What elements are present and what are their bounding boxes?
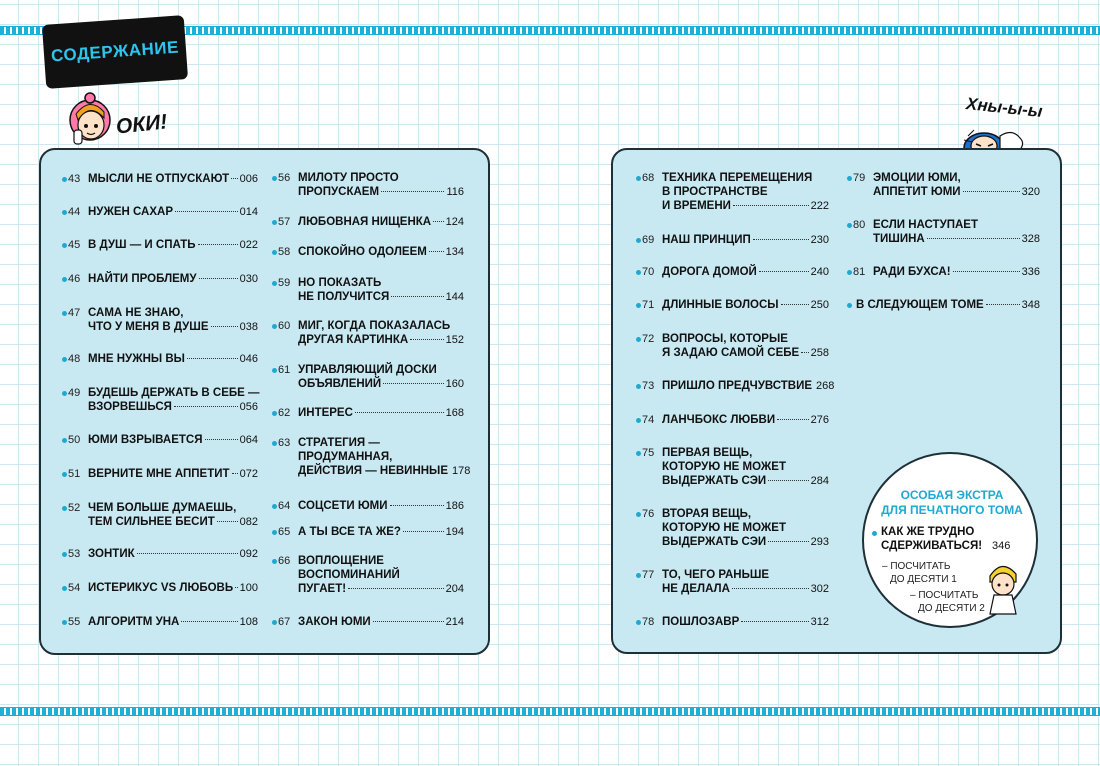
toc-bullet [636, 573, 641, 578]
toc-title-line: РАДИ БУХСА! [873, 266, 951, 278]
toc-leader-dots [741, 621, 808, 622]
toc-page-number: 046 [239, 353, 258, 365]
toc-chapter-number: 81 [853, 266, 866, 278]
toc-page-number: 014 [239, 206, 258, 218]
toc-page-number: 230 [810, 234, 829, 246]
toc-title-line: ПУГАЕТ! [298, 583, 347, 595]
toc-title-line: НО ПОКАЗАТЬ [298, 277, 382, 289]
toc-page-number: 092 [239, 548, 258, 560]
toc-chapter-number: 69 [642, 234, 655, 246]
toc-title-line: МЫСЛИ НЕ ОТПУСКАЮТ [88, 173, 230, 185]
toc-title-line: ЛЮБОВНАЯ НИЩЕНКА [298, 216, 432, 228]
toc-bullet [636, 512, 641, 517]
toc-title-line: ЧЕМ БОЛЬШЕ ДУМАЕШЬ, [88, 502, 237, 514]
toc-chapter-number: 77 [642, 569, 655, 581]
toc-bullet [272, 559, 277, 564]
toc-page-number: 302 [810, 583, 829, 595]
toc-bullet [272, 368, 277, 373]
toc-title-line: УПРАВЛЯЮЩИЙ ДОСКИ [298, 364, 437, 376]
toc-chapter-number: 45 [68, 239, 81, 251]
toc-page-number: 072 [239, 468, 258, 480]
toc-bullet [62, 586, 67, 591]
boy-character-illustration [982, 558, 1026, 616]
toc-chapter-number: 52 [68, 502, 81, 514]
toc-leader-dots [187, 358, 238, 359]
page-title: СОДЕРЖАНИЕ [50, 37, 180, 66]
extra-bullet [872, 531, 877, 536]
toc-bullet [62, 210, 67, 215]
toc-title-line: ТИШИНА [873, 233, 925, 245]
toc-bullet [636, 238, 641, 243]
toc-chapter-number: 76 [642, 508, 655, 520]
toc-leader-dots [391, 296, 443, 297]
extra-sub1-line2: ДО ДЕСЯТИ 1 [890, 574, 957, 585]
toc-page-number: 240 [810, 266, 829, 278]
toc-title-line: ТЕХНИКА ПЕРЕМЕЩЕНИЯ [662, 172, 813, 184]
toc-page-number: 328 [1021, 233, 1040, 245]
toc-leader-dots [198, 244, 238, 245]
toc-leader-dots [801, 352, 808, 353]
toc-title-line: ДРУГАЯ КАРТИНКА [298, 334, 409, 346]
toc-page-number: 320 [1021, 186, 1040, 198]
toc-title-line: ВОСПОМИНАНИЙ [298, 569, 400, 581]
toc-title-line: САМА НЕ ЗНАЮ, [88, 307, 184, 319]
toc-leader-dots [181, 621, 237, 622]
toc-leader-dots [953, 271, 1020, 272]
toc-page-number: 336 [1021, 266, 1040, 278]
toc-bullet [272, 324, 277, 329]
toc-leader-dots [733, 205, 809, 206]
toc-title-line: ЭМОЦИИ ЮМИ, [873, 172, 961, 184]
toc-leader-dots [373, 621, 444, 622]
toc-title-line: ЧТО У МЕНЯ В ДУШЕ [88, 321, 209, 333]
toc-chapter-number: 78 [642, 616, 655, 628]
toc-bullet [62, 552, 67, 557]
toc-bullet [62, 177, 67, 182]
toc-title-line: ВОПЛОЩЕНИЕ [298, 555, 384, 567]
toc-leader-dots [174, 406, 238, 407]
toc-leader-dots [768, 541, 808, 542]
toc-bullet [847, 270, 852, 275]
toc-title-line: НАЙТИ ПРОБЛЕМУ [88, 273, 197, 285]
toc-leader-dots [753, 239, 809, 240]
toc-leader-dots [759, 271, 809, 272]
toc-bullet [62, 357, 67, 362]
toc-chapter-number: 44 [68, 206, 81, 218]
toc-title-line: МНЕ НУЖНЫ ВЫ [88, 353, 185, 365]
toc-chapter-number: 53 [68, 548, 81, 560]
extra-item-line2: СДЕРЖИВАТЬСЯ! [881, 540, 983, 552]
toc-page-number: 178 [451, 465, 471, 477]
toc-chapter-number: 46 [68, 273, 81, 285]
toc-leader-dots [986, 304, 1020, 305]
toc-leader-dots [732, 588, 809, 589]
toc-chapter-number: 64 [278, 500, 291, 512]
toc-chapter-number: 62 [278, 407, 291, 419]
toc-title-line: ОБЪЯВЛЕНИЙ [298, 378, 382, 390]
toc-bullet [62, 438, 67, 443]
toc-bullet [636, 176, 641, 181]
toc-bullet [272, 441, 277, 446]
toc-title-line: ЕСЛИ НАСТУПАЕТ [873, 219, 979, 231]
toc-title-line: И ВРЕМЕНИ [662, 200, 731, 212]
toc-page-number: 108 [239, 616, 258, 628]
toc-chapter-number: 50 [68, 434, 81, 446]
toc-leader-dots [199, 278, 238, 279]
toc-bullet [847, 303, 852, 308]
toc-chapter-number: 56 [278, 172, 291, 184]
toc-chapter-number: 66 [278, 555, 291, 567]
toc-bullet [62, 391, 67, 396]
toc-page-number: 204 [445, 583, 464, 595]
toc-title-line: В ДУШ — И СПАТЬ [88, 239, 196, 251]
toc-title-line: ТЕМ СИЛЬНЕЕ БЕСИТ [88, 516, 215, 528]
toc-title-line: КОТОРУЮ НЕ МОЖЕТ [662, 461, 787, 473]
toc-page-number: 268 [816, 380, 835, 392]
toc-title-line: ЗАКОН ЮМИ [298, 616, 371, 628]
toc-chapter-number: 43 [68, 173, 81, 185]
toc-chapter-number: 47 [68, 307, 81, 319]
toc-page-number: 250 [810, 299, 829, 311]
toc-title-line: ИНТЕРЕС [298, 407, 353, 419]
toc-page-number: 082 [239, 516, 258, 528]
toc-title-line: ЮМИ ВЗРЫВАЕТСЯ [88, 434, 203, 446]
toc-chapter-number: 51 [68, 468, 81, 480]
toc-leader-dots [768, 480, 808, 481]
toc-title-line: АППЕТИТ ЮМИ [873, 186, 961, 198]
toc-title-line: СОЦСЕТИ ЮМИ [298, 500, 388, 512]
toc-chapter-number: 59 [278, 277, 291, 289]
toc-page-number: 194 [445, 526, 464, 538]
extra-item-page: 346 [992, 540, 1011, 552]
toc-title-line: МИЛОТУ ПРОСТО [298, 172, 399, 184]
toc-bullet [847, 176, 852, 181]
toc-title-line: ВЕРНИТЕ МНЕ АППЕТИТ [88, 468, 230, 480]
toc-title-line: ПОШЛОЗАВР [662, 616, 740, 628]
toc-chapter-number: 67 [278, 616, 291, 628]
toc-title-line: В ПРОСТРАНСТВЕ [662, 186, 768, 198]
toc-leader-dots [410, 339, 443, 340]
toc-page-number: 064 [239, 434, 258, 446]
extra-title-line2: ДЛЯ ПЕЧАТНОГО ТОМА [881, 503, 1023, 517]
toc-chapter-number: 73 [642, 380, 655, 392]
toc-page-number: 160 [445, 378, 464, 390]
toc-title-line: СТРАТЕГИЯ — [298, 437, 380, 449]
toc-page-number: 056 [239, 401, 258, 413]
toc-title-line: НУЖЕН САХАР [88, 206, 173, 218]
toc-page-number: 144 [445, 291, 464, 303]
toc-bullet [272, 530, 277, 535]
toc-bullet [636, 384, 641, 389]
toc-leader-dots [433, 221, 444, 222]
toc-chapter-number: 63 [278, 437, 291, 449]
toc-chapter-number: 72 [642, 333, 655, 345]
toc-bullet [636, 270, 641, 275]
toc-chapter-number: 79 [853, 172, 866, 184]
toc-bullet [62, 243, 67, 248]
toc-page-number: 258 [810, 347, 829, 359]
toc-leader-dots [381, 191, 444, 192]
toc-bullet [62, 311, 67, 316]
toc-page-number: 293 [810, 536, 829, 548]
toc-bullet [272, 176, 277, 181]
toc-title-line: ДЛИННЫЕ ВОЛОСЫ [662, 299, 779, 311]
extra-title-line1: ОСОБАЯ ЭКСТРА [900, 488, 1004, 502]
toc-title-line: НЕ ПОЛУЧИТСЯ [298, 291, 390, 303]
toc-title-line: ТО, ЧЕГО РАНЬШЕ [662, 569, 770, 581]
toc-bullet [272, 620, 277, 625]
toc-bullet [272, 220, 277, 225]
toc-title-line: БУДЕШЬ ДЕРЖАТЬ В СЕБЕ — [88, 387, 260, 399]
toc-title-line: ЗОНТИК [88, 548, 135, 560]
toc-bullet [272, 250, 277, 255]
toc-leader-dots [777, 419, 809, 420]
toc-title-line: ДОРОГА ДОМОЙ [662, 266, 757, 278]
toc-leader-dots [231, 178, 237, 179]
toc-chapter-number: 60 [278, 320, 291, 332]
toc-leader-dots [781, 304, 809, 305]
toc-bullet [636, 451, 641, 456]
toc-leader-dots [232, 473, 238, 474]
toc-leader-dots [963, 191, 1020, 192]
toc-page-number: 006 [239, 173, 258, 185]
toc-chapter-number: 80 [853, 219, 866, 231]
toc-title-line: МИГ, КОГДА ПОКАЗАЛАСЬ [298, 320, 451, 332]
toc-bullet [272, 411, 277, 416]
toc-bullet [636, 418, 641, 423]
toc-chapter-number: 75 [642, 447, 655, 459]
toc-title-line: ВЫДЕРЖАТЬ СЭИ [662, 536, 767, 548]
toc-title-line: СПОКОЙНО ОДОЛЕЕМ [298, 246, 427, 258]
toc-chapter-number: 68 [642, 172, 655, 184]
toc-chapter-number: 61 [278, 364, 291, 376]
toc-title-line: КОТОРУЮ НЕ МОЖЕТ [662, 522, 787, 534]
toc-chapter-number: 55 [68, 616, 81, 628]
toc-title-line: ВЗОРВЕШЬСЯ [88, 401, 172, 413]
toc-bullet [62, 620, 67, 625]
toc-page-number: 116 [446, 186, 464, 198]
toc-title-line: ЛАНЧБОКС ЛЮБВИ [662, 414, 776, 426]
toc-page-number: 222 [810, 200, 829, 212]
toc-title-line: ДЕЙСТВИЯ — НЕВИННЫЕ [298, 465, 448, 477]
toc-bullet [272, 504, 277, 509]
toc-leader-dots [429, 251, 444, 252]
toc-chapter-number: 65 [278, 526, 291, 538]
toc-chapter-number: 49 [68, 387, 81, 399]
toc-title-line: ВТОРАЯ ВЕЩЬ, [662, 508, 752, 520]
toc-chapter-number: 57 [278, 216, 291, 228]
toc-bullet [636, 337, 641, 342]
toc-chapter-number: 71 [642, 299, 655, 311]
toc-chapter-number: 54 [68, 582, 81, 594]
toc-title-line: ВЫДЕРЖАТЬ СЭИ [662, 475, 767, 487]
toc-title-line: НАШ ПРИНЦИП [662, 234, 751, 246]
toc-title-line: ПРОДУМАННАЯ, [298, 451, 393, 463]
toc-page-number: 284 [810, 475, 829, 487]
toc-chapter-number: 58 [278, 246, 291, 258]
toc-title-line: А ТЫ ВСЕ ТА ЖЕ? [298, 526, 401, 538]
toc-title-line: Я ЗАДАЮ САМОЙ СЕБЕ [662, 347, 800, 359]
toc-page-number: 168 [445, 407, 464, 419]
toc-title-line: АЛГОРИТМ УНА [88, 616, 180, 628]
toc-page-number: 134 [445, 246, 464, 258]
toc-bullet [636, 620, 641, 625]
toc-leader-dots [390, 505, 444, 506]
toc-page-number: 276 [810, 414, 829, 426]
contents-title-box [42, 15, 188, 89]
toc-title-line: В СЛЕДУЮЩЕМ ТОМЕ [856, 299, 984, 311]
toc-bullet [62, 277, 67, 282]
toc-page-number: 348 [1021, 299, 1040, 311]
toc-page-number: 030 [239, 273, 258, 285]
extra-sub2-line1: – ПОСЧИТАТЬ [910, 590, 979, 601]
toc-leader-dots [348, 588, 444, 589]
toc-leader-dots [403, 531, 444, 532]
toc-page-number: 038 [239, 321, 258, 333]
toc-bullet [272, 281, 277, 286]
toc-leader-dots [211, 326, 238, 327]
toc-leader-dots [235, 587, 238, 588]
toc-title-line: ПРОПУСКАЕМ [298, 186, 380, 198]
toc-chapter-number: 70 [642, 266, 655, 278]
toc-leader-dots [383, 383, 443, 384]
toc-leader-dots [927, 238, 1020, 239]
toc-title-line: НЕ ДЕЛАЛА [662, 583, 730, 595]
print-extra-circle [862, 452, 1038, 628]
toc-leader-dots [137, 553, 238, 554]
toc-title-line: ПЕРВАЯ ВЕЩЬ, [662, 447, 753, 459]
toc-title-line: ИСТЕРИКУС VS ЛЮБОВЬ [88, 582, 234, 594]
girl-character-illustration [64, 90, 120, 154]
extra-sub1-line1: – ПОСЧИТАТЬ [882, 561, 951, 572]
toc-title-line: ПРИШЛО ПРЕДЧУВСТВИЕ [662, 380, 812, 392]
toc-page-number: 214 [445, 616, 464, 628]
toc-bullet [847, 223, 852, 228]
toc-leader-dots [205, 439, 238, 440]
toc-page-number: 124 [445, 216, 464, 228]
toc-page-number: 022 [239, 239, 258, 251]
bottom-border-band [0, 707, 1100, 716]
extra-item-line1: КАК ЖЕ ТРУДНО [881, 526, 975, 538]
toc-bullet [636, 303, 641, 308]
toc-page-number: 186 [445, 500, 464, 512]
toc-title-line: ВОПРОСЫ, КОТОРЫЕ [662, 333, 788, 345]
toc-page-number: 312 [810, 616, 829, 628]
toc-chapter-number: 74 [642, 414, 655, 426]
toc-leader-dots [355, 412, 444, 413]
toc-leader-dots [175, 211, 238, 212]
sfx-crying: Хны-ы-ы [965, 94, 1044, 121]
sfx-oki: ОКИ! [114, 110, 169, 139]
extra-sub2-line2: ДО ДЕСЯТИ 2 [918, 603, 985, 614]
toc-page-number: 100 [239, 582, 258, 594]
toc-chapter-number: 48 [68, 353, 81, 365]
toc-leader-dots [217, 521, 238, 522]
toc-bullet [62, 506, 67, 511]
toc-page-number: 152 [445, 334, 464, 346]
toc-bullet [62, 472, 67, 477]
